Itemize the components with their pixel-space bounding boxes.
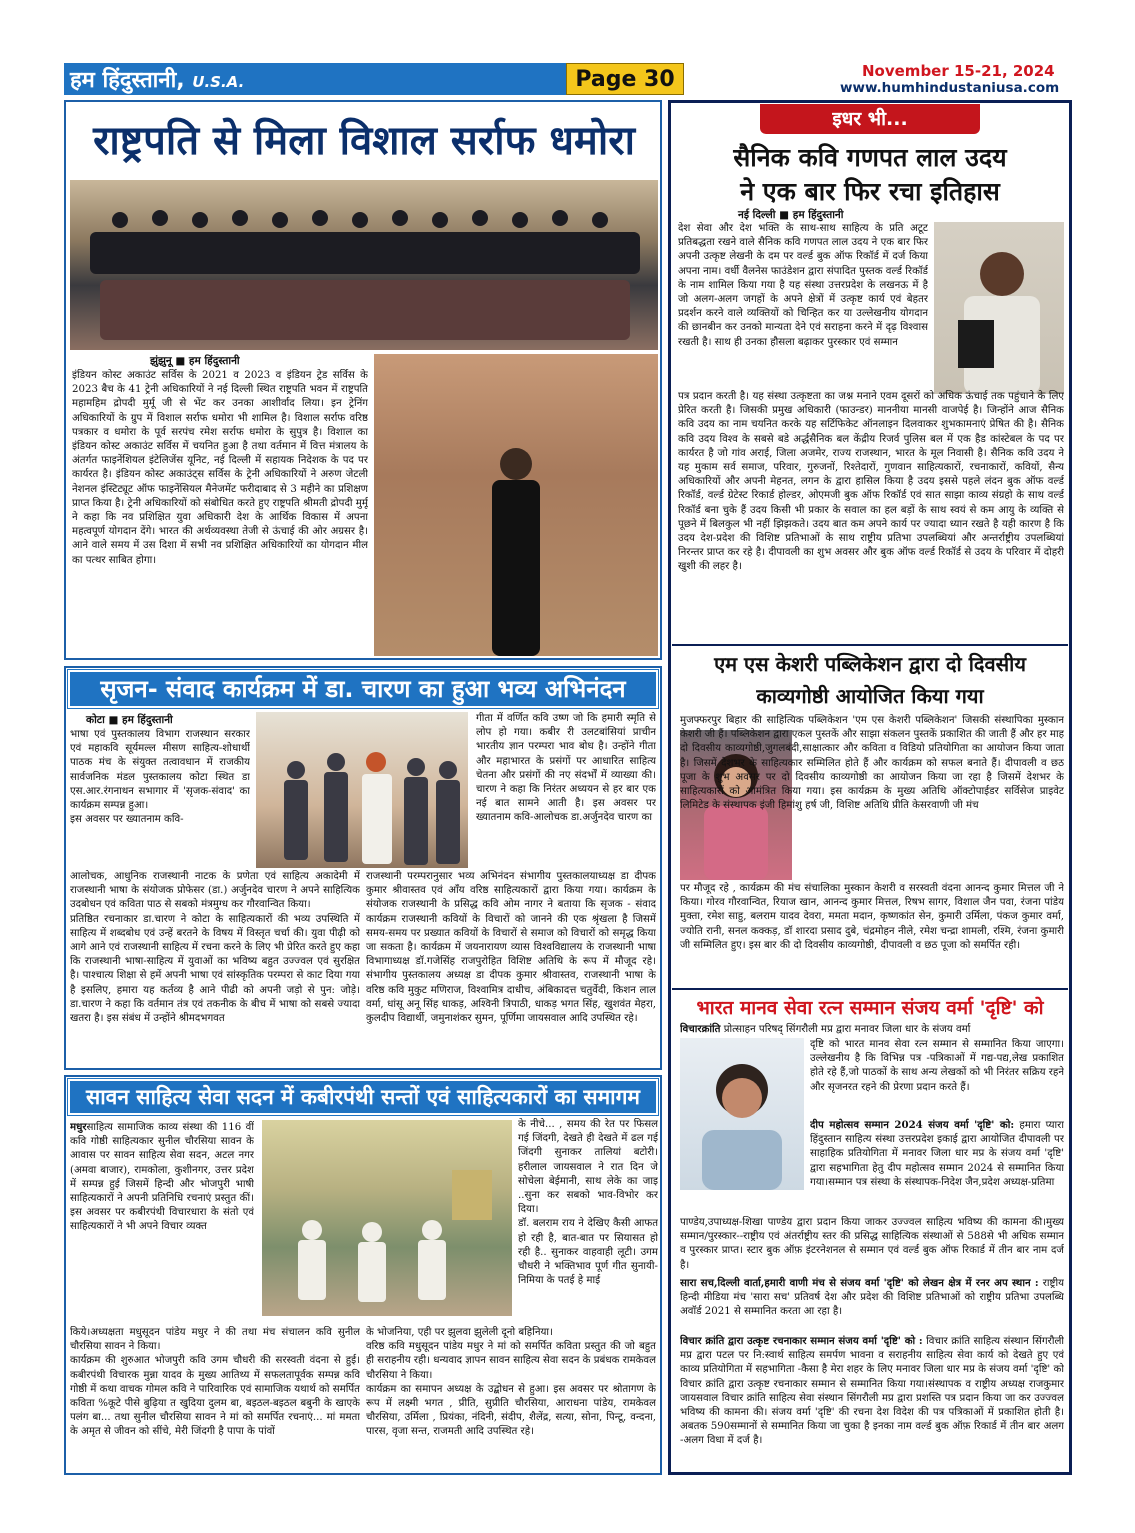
sidebar-story-b-headline-1: एम एस केशरी पब्लिकेशन द्वारा दो दिवसीय xyxy=(714,652,1026,676)
portrait-figure xyxy=(374,354,658,656)
story-2-body-bottom-right: राजस्थानी परम्परानुसार भव्य अभिनंदन संभागीय पुस्तकालयाध्यक्ष डा दीपक कुमार श्रीवास्तव एवं आँय वरिष्ठ साहित्यकारों द्वारा किया गया। कार्यक्रम के संयोजक राजस्थानी के प्रसिद्ध कवि ओम नागर ने बताया कि सृजक - संवाद कार्यक्रम राजस्थानी कवियों के विचारों को जानने की एक श्रृंखला है जिसमें समय-समय पर प्रख्यात कवियों के विचारों से समाज को विचारों को समृद्ध किया जा सकता है। कार्यक्रम में जयनारायण व्यास विश्वविद्यालय के राजस्थानी भाषा विभागाध्यक्ष डॉ.गजेसिंह राजपुरोहित विशिष्ट अतिथि के रूप में मौजूद रहे।संभागीय पुस्तकालय अध्यक्ष डा दीपक कुमार श्रीवास्तव, राजस्थानी भाषा के वरिष्ठ कवि मुकुट मणिराज, विश्वामित्र दाधीच, अंबिकादत्त चतुर्वेदी, किशन लाल वर्मा, धांसू अनू सिंह धाकड़, अश्विनी त्रिपाठी, धाकड़ भगत सिंह, खुशवंत मेहरा, कुलदीप विद्यार्थी, जमुनाशंकर सुमन, पूर्णिमा जायसवाल आदि उपस्थित रहे। xyxy=(366,871,656,1025)
felicitation-figures xyxy=(256,712,468,868)
sidebar-story-c-sub1-block xyxy=(810,1118,1064,1214)
sidebar-story-a-body-top: देश सेवा और देश भक्ति के साथ-साथ साहित्य के प्रति अटूट प्रतिबद्धता रखने वाले सैनिक कवि गणपत लाल उदय ने एक बार फिर अपनी उत्कृष्ट लेखनी के दम पर वर्ल्ड बुक ऑफ रिकॉर्ड में दर्ज किया अपना नाम। वर्धी वैलनेस फाउंडेशन द्वारा संपादित पुस्तक वर्ल्ड रिकॉर्ड के नाम शामिल किया गया है यह संस्था उत्तरप्रदेश के लखनऊ में है जो अलग-अलग जगहों के अपने क्षेत्रों में उत्कृष्ट कार्य एवं बेहतर प्रदर्शन करने वाले व्यक्तियों को चिन्हित कर या उल्लेखनीय योगदान की छानबीन कर उनको मान्यता देने एवं सराहना करने में दृढ़ विश्वास रखती है। साथ ही उनका हौसला बढ़ाकर पुरस्कार एवं सम्मान xyxy=(678,223,928,348)
poet-photo xyxy=(934,222,1064,394)
poet-figure xyxy=(934,222,1064,394)
story-2-body-right: गीता में वर्णित कवि उष्ण जो कि हमारी स्मृति से लोप हो गया। कबीर री उलटबांसियां प्राचीन भारतीय ज्ञान परम्परा भाव बोध है। उन्होंने गीता और महाभारत के प्रसंगों पर आधारित साहित्य चेतना और प्रसंगों की नए संदर्भों में व्याख्या की। चारण ने कहा कि निरंतर अध्ययन से हर बार एक नई बात सामने आती है। इस अवसर पर ख्यातनाम कवि-आलोचक डा.अर्जुनदेव चारण का xyxy=(476,713,656,824)
issue-date: November 15-21, 2024 xyxy=(862,62,1055,80)
story-3-body-left-text: साहित्य सामाजिक काव्य संस्था की 116 वीं कवि गोष्ठी साहित्यकार सुनील चौरसिया सावन के आवास पर सावन साहित्य सेवा सदन, अटल नगर (अमवा बाजार), रामकोला, कुशीनगर, उत्तर प्रदेश में सम्पन्न हुई जिसमें हिन्दी और भोजपुरी भाषी साहित्यकारों ने अपनी प्रतिनिधि रचनाएं प्रस्तुत कीं। इस अवसर पर कबीरपंथी विचारधारा के संतो एवं साहित्यकारों ने भी अपने विचार व्यक्त xyxy=(70,1122,254,1233)
story-3-lead: मधुर xyxy=(70,1121,87,1133)
sidebar-story-c-headline: भारत मानव सेवा रत्न सम्मान संजय वर्मा 'दृष्टि' को xyxy=(696,997,1044,1019)
sidebar-story-b-body-bottom: पर मौजूद रहे , कार्यक्रम की मंच संचालिका मुस्कान केशरी व सरस्वती वंदना आनन्द कुमार मित्तल जी ने किया। गोरव गौरवान्वित, रियाज खान, आनन्द कुमार मित्तल, रिषभ सागर, विशाल जैन पवा, रंजना पांडेय मुक्ता, रमेश साहु, बलराम यादव देवरा, ममता मदान, कृष्णकांत सेन, कुमारी उर्मिला, पंकज कुमार वर्मा, ज्योति रानी, सनल कक्कड़, डॉ शारदा प्रसाद दुबे, चंद्रमोहन नीले, रमेश चन्द्रा शामली, रश्मि, रंजना कुमारी जी सम्मिलित हुए। इस बार की दो दिवसीय काव्यगोष्ठी, दीपावली व छठ पूजा को समर्पित रही। xyxy=(680,883,1064,951)
story-3-body-bottom-left: किये।अध्यक्षता मधुसूदन पांडेय मधुर ने की तथा मंच संचालन कवि सुनील चौरसिया सावन ने किया। कार्यक्रम की शुरुआत भोजपुरी कवि उगम चौधरी की सरस्वती वंदना से हुई। कबीरपंथी विचारक मुन्ना यादव के मुख्य आतिथ्य में सफलतापूर्वक सम्पन्न कवि गोष्ठी में कथा वाचक गोमल कवि ने पारिवारिक एवं सामाजिक यथार्थ को समर्पित कविता %कूटे पीसे बुढ़िया त खुदिया दुलम बा, बइठल-बइठल बबुनी के खाएके पलंग बा... तथा सुनील चौरसिया सावन ने मां को समर्पित रचनाएं... मां ममता के अमृत से जीवन को सींचे, मेरी जिंदगी है पापा के पांवों xyxy=(70,1327,360,1438)
sidebar-story-b-headline-2: काव्यगोष्ठी आयोजित किया गया xyxy=(756,684,984,708)
story-1-headline: राष्ट्रपति से मिला विशाल सर्राफ धमोरा xyxy=(93,118,635,164)
sidebar-story-a-body-bottom: पत्र प्रदान करती है। यह संस्था उत्कृष्टता का जश्न मनाने एवम दूसरों को अधिक ऊंचाई तक पहुंचाने के लिए प्रेरित करती है। जिसकी प्रमुख अधिकारी (फाउन्डर) माननीया मानसी वाजपेई है। जिन्होंने आज सैनिक कवि उदय का नाम चयनित करके यह सर्टिफिकेट ऑनलाइन दिलवाकर शुभकामनाएं प्रेषित की है। सैनिक कवि उदय विश्व के सबसे बडे अर्द्धसैनिक बल केंद्रीय रिजर्व पुलिस बल में एक हैड कांस्टेबल के पद पर कार्यरत है जो गांव अराई, जिला अजमेर, राज्य राजस्थान, भारत के मूल निवासी है। सैनिक कवि उदय ने यह मुकाम सर्व समाज, परिवार, गुरुजनों, रिश्तेदारों, गुणवान साहित्यकारों, रचनाकारों, कवियों, सैन्य अधिकारियों और अपनी मेहनत, लगन के द्वारा हासिल किया है उदय इससे पहले लंदन बुक ऑफ वर्ल्ड रिकॉर्ड, वर्ल्ड ग्रेटेस्ट रिकार्ड होल्डर, ओएमजी बुक ऑफ रिकॉर्ड एवं सात साझा काव्य संग्रहो के साथ वर्ल्ड रिकॉर्ड बना चुके हैं उदय किसी भी प्रकार के सवाल का हल बड़ों के साथ स्वयं से कम आयु के व्यक्ति से पूछने में बिलकुल भी नहीं झिझकते। उदय बात कम अपने कार्य पर ज्यादा ध्यान रखते है यही कारण है कि उदय देश-प्रदेश की विशिष्ट प्रतिभाओं के साथ राष्ट्रीय प्रतिभा उपलब्धियां और अन्तर्राष्ट्रीय उपलब्धियां निरन्तर प्राप्त कर रहे है। दीपावली का शुभ अवसर और बुक ऑफ वर्ल्ड रिकॉर्ड से उदय के परिवार में दोहरी खुशी की लहर है। xyxy=(678,391,1064,573)
masthead-name xyxy=(70,64,244,94)
story-3-body-bottom-right: के भोजनिया, एही पर झुलवा झुलेली दूनो बहिनिया। वरिष्ठ कवि मधुसूदन पांडेय मधुर ने मां को समर्पित कविता प्रस्तुत की जो बहुत ही सराहनीय रही। धन्यवाद ज्ञापन सावन साहित्य सेवा सदन के प्रबंधक रामकेवल चौरसिया ने किया। कार्यक्रम का समापन अध्यक्ष के उद्बोधन से हुआ। इस अवसर पर श्रोतागण के रूप में लक्ष्मी भगत , प्रीति, सुप्रीति चौरसिया, आराधना पांडेय, रामकेवल चौरसिया, उर्मिला , प्रियंका, नंदिनी, संदीप, शैलेंद्र, सत्या, सोना, पिन्टू, वन्दना, पारस, वृजा सन्त, राजमती आदि उपस्थित रहे। xyxy=(366,1327,656,1438)
sidebar-story-c-lead-rest: प्रोत्साहन परिषद् सिंगरौली मप्र द्वारा मनावर जिला धार के संजय वर्मा xyxy=(720,1024,971,1035)
honoree-figure xyxy=(680,1038,804,1190)
sidebar-story-b-body-top: मुजफ्फरपुर बिहार की साहित्यिक पब्लिकेशन 'एम एस केशरी पब्लिकेशन' जिसकी संस्थापिका मुस्कान केशरी जी हैं। पब्लिकेशन द्वारा एकल पुस्तकें और साझा संकलन पुस्तकें प्रकाशित की जाती हैं और हर माह दो दिवसीय काव्यगोष्ठी,जुगलबंदी,साक्षात्कार और कविता व विडियो प्रतियोगिता का आयोजन किया जाता है। जिसमें देशभर के साहित्यकार सम्मिलित होते हैं और कार्यक्रम को सफल बनाते हैं। दीपावली व छठ पूजा के शुभ अवसर पर दो दिवसीय काव्यगोष्ठी का आयोजन किया जा रहा है जिसमें देशभर के साहित्यकारों को आमंत्रित किया गया। इस कार्यक्रम के मुख्य अतिथि ऑक्टोपाईडर सर्विसेज प्राइवेट लिमिटेड के संस्थापक इंजी हिमांशु हर्ष जी, विशिष्ट अतिथि प्रीति केसरवाणी जी मंच xyxy=(680,715,1064,812)
gathering-photo xyxy=(262,1120,512,1316)
felicitation-photo xyxy=(256,712,468,868)
story-3-headline: सावन साहित्य सेवा सदन में कबीरपंथी सन्तों एवं साहित्यकारों का समागम xyxy=(68,1079,658,1115)
story-2-body-bottom-left: आलोचक, आधुनिक राजस्थानी नाटक के प्रणेता एवं साहित्य अकादेमी में राजस्थानी भाषा के संयोजक प्रोफेसर (डा.) अर्जुनदेव चारण ने अपने साहित्यिक उदबोधन एवं कविता पाठ से सबको मंत्रमुग्ध कर गौरवान्वित किया। प्रतिष्ठित रचनाकार डा.चारण ने कोटा के साहित्यकारों की भव्य उपस्थिति में साहित्य में शब्दबोध एवं उन्हें बरतने के विषय में विस्तृत चर्चा की। युवा पीढ़ी को आगे आने एवं राजस्थानी साहित्य में रचना करने के लिए भी प्रेरित करते हुए कहा कि राजस्थानी भाषा-साहित्य में युवाओं का भविष्य बहुत उज्ज्वल एवं सुरक्षित है। पाश्चात्य शिक्षा से हमें अपनी भाषा एवं सांस्कृतिक परम्परा से काट दिया गया है इसलिए, हमारा यह कर्तव्य है आने पीढी को अपनी जड़ो से पुन: जोड़े। डा.चारण ने कहा कि वर्तमान तंत्र एवं तकनीक के बीच में भाषा को सबसे ज्यादा खतरा है। इस संबंध में उन्होंने श्रीमदभगवत xyxy=(70,871,360,1025)
sidebar-divider-2 xyxy=(672,988,1068,990)
group-photo-figures xyxy=(70,180,658,350)
sidebar-story-c-sub1-body: हमारा प्यारा हिंदुस्तान साहित्य संस्था उत्तरप्रदेश इकाई द्वारा आयोजित दीपावली पर साहाहिक प्रतियोगिता में मनावर जिला धार मप्र के संजय वर्मा 'दृष्टि' द्वारा सहभागिता हेतु दीप महोत्सव सम्मान 2024 से सम्मानित किया गया।सम्मान पत्र संस्था के संस्थापक-निदेश जैन,प्रदेश अध्यक्ष-प्रतिमा xyxy=(810,1120,1064,1188)
gathering-figures xyxy=(262,1120,512,1316)
story-3-body-right: के नीचे... , समय की रेत पर फिसल गई जिंदगी, देखते ही देखते में ढल गई जिंदगी सुनाकर तालियां बटोरी। हरीलाल जायसवाल ने रात दिन जे सोचेला बेईमानी, साथ लेके का जाइ ..सुना कर सबको भाव-विभोर कर दिया। डॉ. बलराम राय ने देखिए कैसी आफत हो रही है, बात-बात पर सियासत हो रही है.. सुनाकर वाहवाही लूटी। उगम चौधरी ने भक्तिभाव पूर्ण गीत सुनायी-निमिया के पतई हे माई xyxy=(518,1119,658,1287)
sidebar-tag: इधर भी... xyxy=(760,104,980,134)
sidebar-story-c-sub2: सारा सच,दिल्ली वार्ता,हमारी वाणी मंच से संजय वर्मा 'दृष्टि' को लेखन क्षेत्र में रनर अप स्थान : xyxy=(680,1277,1039,1289)
sidebar-divider-1 xyxy=(672,644,1068,646)
group-photo xyxy=(70,180,658,350)
sidebar-story-c-lead xyxy=(680,1022,1064,1038)
website: www.humhindustaniusa.com xyxy=(840,80,1060,96)
sidebar-story-c-lead-word: विचारक्रांति xyxy=(680,1023,721,1035)
sidebar-story-c-body-top: दृष्टि को भारत मानव सेवा रत्न सम्मान से सम्मानित किया जाएगा। उल्लेखनीय है कि विभिन्न पत्र -पत्रिकाओं में गद्य-पद्य,लेख प्रकाशित होते रहे हैं,जो पाठकों के साथ अन्य लेखकों को भी निरंतर सक्रिय रहने और सृजनरत रहने की प्रेरणा प्रदान करते हैं। xyxy=(810,1039,1064,1093)
story-3-body-left xyxy=(70,1120,254,1322)
story-2-headline: सृजन- संवाद कार्यक्रम में डा. चारण का हुआ भव्य अभिनंदन xyxy=(68,670,658,708)
sidebar-story-c-sub1-full: पाण्डेय,उपाध्यक्ष-शिखा पाण्डेय द्वारा प्रदान किया जाकर उज्ज्वल साहित्य भविष्य की कामना की।मुख्य सम्मान/पुरस्कार--राष्ट्रीय एवं अंतर्राष्ट्रीय स्तर की प्रसिद्ध साहित्यिक संस्थाओं से 588से भी अधिक सम्मान व पुरस्कार प्राप्त। स्टार बुक ऑफ़ इंटरनेशनल से सम्मान एवं वर्ल्ड बुक ऑफ रिकार्ड में तीन बार नाम दर्ज है। xyxy=(680,1217,1064,1271)
sidebar-story-a-headline-2: ने एक बार फिर रचा इतिहास xyxy=(740,177,1000,206)
masthead-title: हम हिंदुस्तानी, xyxy=(70,68,185,93)
story-1-byline: झुंझुनू ■ हम हिंदुस्तानी xyxy=(150,355,240,367)
masthead-country: U.S.A. xyxy=(192,73,245,91)
portrait-photo xyxy=(374,354,658,656)
story-2-body-left: भाषा एवं पुस्तकालय विभाग राजस्थान सरकार एवं महाकवि सूर्यमल्ल मीसण साहित्य-शोधार्थी पाठक मंच के संयुक्त तत्वावधान में राजकीय सार्वजनिक मंडल पुस्तकालय कोटा स्थित डा एस.आर.रंगनाथन सभागार में 'सृजक-संवाद' का कार्यक्रम सम्पन्न हुआ। इस अवसर पर ख्यातनाम कवि- xyxy=(70,729,250,826)
sidebar-story-c-sub2-block xyxy=(680,1276,1064,1334)
page-number: Page 30 xyxy=(566,63,684,95)
story-1-body: इंडियन कोस्ट अकाउंट सर्विस के 2021 व 2023 व इंडियन ट्रेड सर्विस के 2023 बैच के 41 ट्रेनी अधिकारियों ने नई दिल्ली स्थित राष्ट्रपति भवन में राष्ट्रपति महामहिम द्रोपदी मुर्मू जी से भेंट कर उनका आशीर्वाद लिया। इन ट्रेनिंग अधिकारियों के ग्रुप में विशाल सर्राफ धमोरा भी शामिल है। विशाल सर्राफ वरिष्ठ पत्रकार व धमोरा के पूर्व सरपंच रमेश सर्राफ धमोरा के सुपुत्र है। विशाल का इंडियन कोस्ट अकाउंट सर्विस में चयनित हुआ है तथा वर्तमान में वित्त मंत्रालय के अंतर्गत फाइनेंशियल इंटेलिजेंस यूनिट, नई दिल्ली में सहायक निदेशक के पद पर कार्यरत है। इंडियन कोस्ट अकाउंट्स सर्विस के ट्रेनी अधिकारियों ने अरुण जेटली नेशनल इंस्टिट्यूट ऑफ फाइनेंसियल मैनेजमेंट फरीदाबाद से 3 महीने का प्रशिक्षण प्राप्त किया है। ट्रेनी अधिकारियों को संबोधित करते हुए राष्ट्रपति श्रीमती द्रोपदी मुर्मू ने कहा कि नव प्रशिक्षित युवा अधिकारी देश के आर्थिक विकास में अपना महत्वपूर्ण योगदान देंगे। भारत की अर्थव्यवस्था तेजी से ऊंचाई की ओर अग्रसर है। आने वाले समय में उस दिशा में सभी नव प्रशिक्षित अधिकारियों का योगदान मील का पत्थर साबित होगा। xyxy=(72,370,368,566)
sidebar-story-a-byline: नई दिल्ली ■ हम हिंदुस्तानी xyxy=(738,209,844,221)
honoree-photo xyxy=(680,1038,804,1190)
sidebar-story-c-sub1: दीप महोत्सव सम्मान 2024 संजय वर्मा 'दृष्टि' को: xyxy=(810,1119,1015,1131)
sidebar-story-c-sub3-block xyxy=(680,1334,1064,1470)
sidebar-story-c-sub3-body: विचार क्रांति साहित्य संस्थान सिंगरौली मप्र द्वारा पटल पर नि:स्वार्थ साहित्य समर्पण भावना व सराहनीय साहित्य सेवा कार्य को देखते हुए एवं काव्य प्रतियोगिता में सहभागिता -कैसा है मेरा शहर के लिए मनावर जिला धार मप्र के संजय वर्मा 'दृष्टि' को विचार क्रांति द्वारा उत्कृष्ट रचनाकार सम्मान से सम्मानित किया गया।संस्थापक व राष्ट्रीय अध्यक्ष राजकुमार जायसवाल विचार क्रांति साहित्य सेवा संस्थान सिंगरौली मप्र द्वारा प्रशस्ति पत्र प्रदान किया जा कर उज्ज्वल भविष्य की कामना की। संजय वर्मा 'दृष्टि' की रचना देश विदेश की पत्र पत्रिकाओं में प्रकाशित होती है।अबतक 590सम्मानों से सम्मानित किया जा चुका है इनका नाम वर्ल्ड बुक ऑफ़ रिकार्ड में तीन बार अलग -अलग विधा में दर्ज है। xyxy=(680,1336,1064,1447)
sidebar-story-c-sub3: विचार क्रांति द्वारा उत्कृष्ट रचनाकार सम्मान संजय वर्मा 'दृष्टि' को : xyxy=(680,1335,923,1347)
sidebar-story-c-sub2-body: राष्ट्रीय हिन्दी मीडिया मंच 'सारा सच' प्रतिवर्ष देश और प्रदेश की विशिष्ट प्रतिभाओं को राष्ट्रीय प्रतिभा उपलब्धि अवॉर्ड 2021 से सम्मानित करता आ रहा है। xyxy=(680,1278,1064,1318)
story-2-byline: कोटा ■ हम हिंदुस्तानी xyxy=(86,714,173,726)
sidebar-story-a-headline-1: सैनिक कवि गणपत लाल उदय xyxy=(733,143,1007,172)
